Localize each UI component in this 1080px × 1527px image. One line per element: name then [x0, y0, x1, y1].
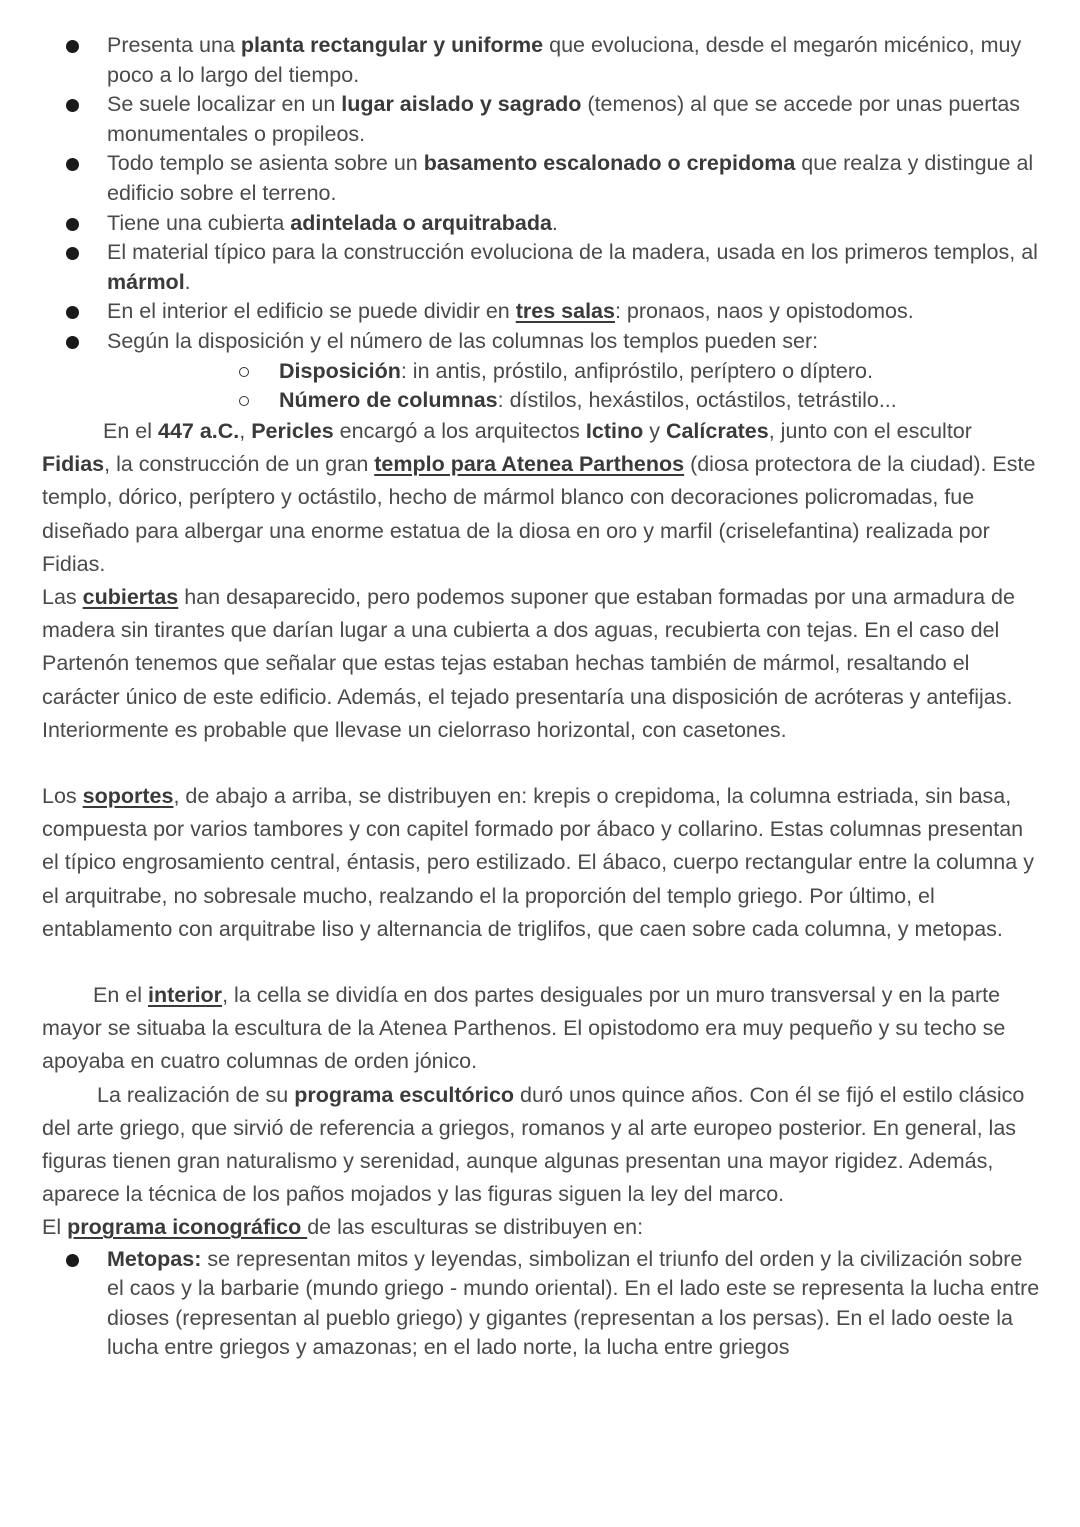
list-item: Según la disposición y el número de las columnas los templos pueden ser: Disposición: in antis, próstilo, anfipróstilo, períptero o díptero. Número de columnas: dístilos, hexástilos, octástilos, tetrástilo... — [0, 327, 1080, 416]
list-item: Presenta una planta rectangular y uniforme que evoluciona, desde el megarón micénico, muy poco a lo largo del tiempo. — [0, 31, 1080, 90]
paragraph-soportes: Los soportes, de abajo a arriba, se distribuyen en: krepis o crepidoma, la columna estriada, sin basa, compuesta por varios tambores y con capitel formado por ábaco y collarino. Estas columnas presentan el típico engrosamiento central, éntasis, pero estilizado. El ábaco, cuerpo rectangular entre la columna y el arquitrabe, no sobresale mucho, realzando el la proporción del templo griego. Por último, el entablamento con arquitrabe liso y alternancia de triglifos, que caen sobre cada columna, y metopas. — [42, 784, 1034, 941]
list-item: Metopas: se representan mitos y leyendas, simbolizan el triunfo del orden y la civilización sobre el caos y la barbarie (mundo griego - mundo oriental). En el lado este se representa la lucha entre dioses (representan al pueblo griego) y gigantes (representan a los persas). En el lado oeste la lucha entre griegos y amazonas; en el lado norte, la lucha entre griegos — [0, 1245, 1080, 1363]
column-types-sublist — [107, 357, 1040, 416]
paragraph-cubiertas: Las cubiertas han desaparecido, pero podemos suponer que estaban formadas por una armadura de madera sin tirantes que darían lugar a una cubierta a dos aguas, recubierta con tejas. En el caso del Partenón tenemos que señalar que estas tejas estaban hechas también de mármol, resaltando el carácter único de este edificio. Además, el tejado presentaría una disposición de acróteras y antefijas. Interiormente es probable que llevase un cielorraso horizontal, con casetones. — [42, 585, 1015, 742]
sculpture-list — [0, 1245, 1080, 1363]
paragraph-interior: En el interior, la cella se dividía en dos partes desiguales por un muro transversal y en la parte mayor se situaba la escultura de la Atenea Parthenos. El opistodomo era muy pequeño y su techo se apoyaba en cuatro columnas de orden jónico. — [42, 983, 1006, 1074]
paragraph-programa-iconografico: El programa iconográfico de las esculturas se distribuyen en: — [42, 1215, 644, 1240]
list-item: Se suele localizar en un lugar aislado y sagrado (temenos) al que se accede por unas puertas monumentales o propileos. — [0, 90, 1080, 149]
spacer — [0, 946, 1080, 979]
features-section — [0, 31, 1080, 416]
paragraph-parthenon: En el 447 a.C., Pericles encargó a los arquitectos Ictino y Calícrates, junto con el escultor Fidias, la construcción de un gran templo para Atenea Parthenos (diosa protectora de la ciudad). Este templo, dórico, períptero y octástilo, hecho de mármol blanco con decoraciones policromadas, fue diseñado para albergar una enorme estatua de la diosa en oro y marfil (criselefantina) realizada por Fidias. — [42, 419, 1036, 576]
temple-features-list — [0, 31, 1080, 416]
list-item: Todo templo se asienta sobre un basamento escalonado o crepidoma que realza y distingue al edificio sobre el terreno. — [0, 149, 1080, 208]
list-item: El material típico para la construcción evoluciona de la madera, usada en los primeros templos, al mármol. — [0, 238, 1080, 297]
list-item: En el interior el edificio se puede dividir en tres salas: pronaos, naos y opistodomos. — [0, 297, 1080, 327]
spacer — [0, 747, 1080, 780]
paragraph-programa-escultorico: La realización de su programa escultórico duró unos quince años. Con él se fijó el estilo clásico del arte griego, que sirvió de referencia a griegos, romanos y al arte europeo posterior. En general, las figuras tienen gran naturalismo y serenidad, aunque algunas presentan una mayor rigidez. Además, aparece la técnica de los paños mojados y las figuras siguen la ley del marco. — [42, 1082, 1025, 1207]
sub-list-item: Número de columnas: dístilos, hexástilos, octástilos, tetrástilo... — [107, 386, 1040, 416]
body-text — [0, 415, 1080, 1363]
sub-list-item: Disposición: in antis, próstilo, anfipróstilo, períptero o díptero. — [107, 357, 1040, 387]
list-item: Tiene una cubierta adintelada o arquitrabada. — [0, 209, 1080, 239]
